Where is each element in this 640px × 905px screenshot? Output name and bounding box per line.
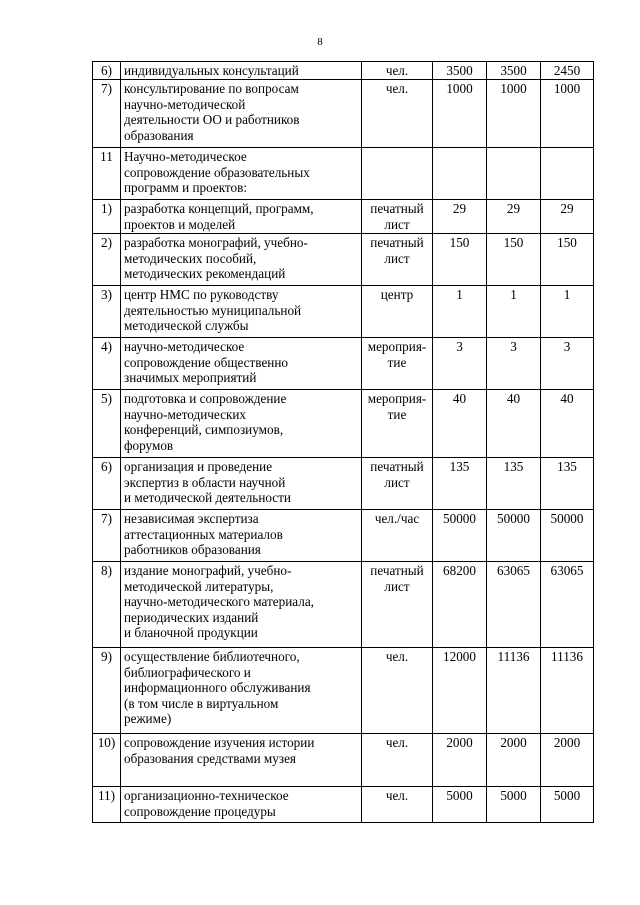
item-name-line: деятельности ОО и работников (124, 112, 300, 128)
item-name-line: Научно-методическое (124, 149, 247, 164)
item-name-line: сопровождение изучения истории (124, 735, 315, 750)
unit-line: тие (387, 354, 407, 370)
table-row (93, 648, 594, 734)
item-name-cell (121, 234, 362, 286)
item-name-line: разработка концепций, программ, (124, 201, 314, 216)
unit-cell (362, 286, 433, 338)
value-cell-1: 1000 (433, 80, 487, 148)
unit-cell (362, 510, 433, 562)
value-cell-1: 1 (433, 286, 487, 338)
value-cell-1: 29 (433, 200, 487, 234)
page-number: 8 (317, 36, 323, 48)
item-name-line: разработка монографий, учебно- (124, 235, 308, 250)
item-name-line: конференций, симпозиумов, (124, 422, 284, 438)
item-name-line: значимых мероприятий (124, 370, 257, 386)
value-cell-1: 5000 (433, 787, 487, 823)
unit-cell (362, 62, 433, 80)
item-name-line: образования средствами музея (124, 750, 296, 766)
item-name-line: проектов и моделей (124, 216, 236, 232)
table-row (93, 148, 594, 200)
row-number-cell: 3) (93, 286, 121, 338)
unit-line: печатный (370, 201, 424, 216)
item-name-line: научно-методических (124, 406, 247, 422)
value-cell-1: 50000 (433, 510, 487, 562)
value-cell-1: 12000 (433, 648, 487, 734)
item-name-line: сопровождение процедуры (124, 803, 276, 819)
table-row (93, 200, 594, 234)
item-name-line: независимая экспертиза (124, 511, 259, 526)
row-number-cell: 2) (93, 234, 121, 286)
item-name-line: сопровождение общественно (124, 354, 289, 370)
item-name-cell (121, 62, 362, 80)
value-cell-2: 1000 (487, 80, 541, 148)
item-name-line: осуществление библиотечного, (124, 649, 300, 664)
value-cell-2: 29 (487, 200, 541, 234)
item-name-line: научно-методической (124, 96, 246, 112)
unit-line: печатный (370, 563, 424, 578)
table-row (93, 458, 594, 510)
value-cell-3: 1 (541, 286, 594, 338)
value-cell-1: 150 (433, 234, 487, 286)
unit-line: печатный (370, 459, 424, 474)
item-name-line: форумов (124, 437, 174, 453)
item-name-line: и бланочной продукции (124, 625, 258, 641)
table-row (93, 234, 594, 286)
item-name-cell (121, 787, 362, 823)
value-cell-2: 11136 (487, 648, 541, 734)
value-cell-3: 5000 (541, 787, 594, 823)
value-cell-3: 1000 (541, 80, 594, 148)
table-row (93, 62, 594, 80)
item-name-line: аттестационных материалов (124, 526, 283, 542)
item-name-line: научно-методическое (124, 339, 245, 354)
unit-cell (362, 787, 433, 823)
row-number-cell: 4) (93, 338, 121, 390)
services-table (92, 61, 594, 823)
unit-line: мероприя- (367, 391, 427, 406)
item-name-cell (121, 80, 362, 148)
table-row (93, 390, 594, 458)
row-number-cell: 8) (93, 562, 121, 648)
table-row (93, 787, 594, 823)
table-row (93, 562, 594, 648)
unit-cell (362, 648, 433, 734)
value-cell-1: 68200 (433, 562, 487, 648)
value-cell-1: 135 (433, 458, 487, 510)
unit-line: чел. (385, 63, 409, 78)
item-name-line: издание монографий, учебно- (124, 563, 292, 578)
item-name-line: методических рекомендаций (124, 266, 286, 282)
row-number-cell: 9) (93, 648, 121, 734)
unit-line: чел./час (374, 511, 420, 526)
value-cell-2: 50000 (487, 510, 541, 562)
value-cell-1 (433, 148, 487, 200)
row-number-cell: 1) (93, 200, 121, 234)
row-number-cell: 7) (93, 510, 121, 562)
unit-line: мероприя- (367, 339, 427, 354)
item-name-line: программ и проектов: (124, 180, 248, 196)
item-name-line: подготовка и сопровождение (124, 391, 287, 406)
value-cell-1: 3500 (433, 62, 487, 80)
item-name-cell (121, 200, 362, 234)
item-name-cell (121, 648, 362, 734)
unit-cell (362, 562, 433, 648)
item-name-line: деятельностью муниципальной (124, 302, 302, 318)
unit-line: лист (384, 474, 410, 490)
value-cell-2: 135 (487, 458, 541, 510)
item-name-cell (121, 734, 362, 787)
value-cell-1: 2000 (433, 734, 487, 787)
item-name-cell (121, 390, 362, 458)
value-cell-3: 11136 (541, 648, 594, 734)
row-number-cell: 11) (93, 787, 121, 823)
row-number-cell: 7) (93, 80, 121, 148)
unit-cell (362, 734, 433, 787)
item-name-line: организация и проведение (124, 459, 273, 474)
value-cell-3: 2450 (541, 62, 594, 80)
value-cell-2: 2000 (487, 734, 541, 787)
item-name-cell (121, 286, 362, 338)
unit-line: чел. (385, 81, 409, 96)
unit-cell (362, 148, 433, 200)
unit-cell (362, 200, 433, 234)
item-name-line: и методической деятельности (124, 490, 291, 506)
table-row (93, 734, 594, 787)
unit-line: лист (384, 578, 410, 594)
unit-line: тие (387, 406, 407, 422)
table-body (93, 62, 594, 823)
value-cell-3: 150 (541, 234, 594, 286)
item-name-line: работников образования (124, 542, 261, 558)
item-name-cell (121, 510, 362, 562)
item-name-line: экспертиз в области научной (124, 474, 286, 490)
item-name-line: образования (124, 127, 194, 143)
value-cell-2: 63065 (487, 562, 541, 648)
unit-line: чел. (385, 649, 409, 664)
value-cell-2: 3 (487, 338, 541, 390)
table-row (93, 338, 594, 390)
item-name-line: центр НМС по руководству (124, 287, 279, 302)
value-cell-2: 150 (487, 234, 541, 286)
item-name-line: режиме) (124, 711, 172, 727)
unit-line: лист (384, 250, 410, 266)
row-number-cell: 5) (93, 390, 121, 458)
row-number-cell: 11 (93, 148, 121, 200)
item-name-line: научно-методического материала, (124, 594, 314, 610)
row-number-cell: 6) (93, 458, 121, 510)
unit-line: печатный (370, 235, 424, 250)
item-name-line: организационно-техническое (124, 788, 289, 803)
unit-line: центр (380, 287, 414, 302)
value-cell-3: 63065 (541, 562, 594, 648)
value-cell-3: 135 (541, 458, 594, 510)
item-name-line: методических пособий, (124, 250, 257, 266)
value-cell-3 (541, 148, 594, 200)
table-row (93, 80, 594, 148)
item-name-line: библиографического и (124, 664, 251, 680)
table-row (93, 286, 594, 338)
item-name-cell (121, 148, 362, 200)
item-name-line: информационного обслуживания (124, 680, 311, 696)
unit-cell (362, 458, 433, 510)
value-cell-3: 3 (541, 338, 594, 390)
item-name-line: методической литературы, (124, 578, 274, 594)
value-cell-2: 5000 (487, 787, 541, 823)
unit-line: лист (384, 216, 410, 232)
item-name-line: (в том числе в виртуальном (124, 695, 279, 711)
unit-line: чел. (385, 735, 409, 750)
value-cell-3: 2000 (541, 734, 594, 787)
unit-cell (362, 338, 433, 390)
row-number-cell: 10) (93, 734, 121, 787)
item-name-cell (121, 458, 362, 510)
item-name-cell (121, 338, 362, 390)
unit-cell (362, 80, 433, 148)
item-name-line: методической службы (124, 318, 249, 334)
table-row (93, 510, 594, 562)
value-cell-2 (487, 148, 541, 200)
value-cell-2: 3500 (487, 62, 541, 80)
value-cell-1: 3 (433, 338, 487, 390)
unit-line: чел. (385, 788, 409, 803)
unit-cell (362, 234, 433, 286)
item-name-line: консультирование по вопросам (124, 81, 299, 96)
value-cell-1: 40 (433, 390, 487, 458)
item-name-line: периодических изданий (124, 609, 259, 625)
value-cell-2: 1 (487, 286, 541, 338)
item-name-line: индивидуальных консультаций (124, 63, 299, 78)
value-cell-3: 50000 (541, 510, 594, 562)
value-cell-3: 29 (541, 200, 594, 234)
item-name-line: сопровождение образовательных (124, 164, 310, 180)
value-cell-2: 40 (487, 390, 541, 458)
value-cell-3: 40 (541, 390, 594, 458)
item-name-cell (121, 562, 362, 648)
unit-cell (362, 390, 433, 458)
row-number-cell: 6) (93, 62, 121, 80)
